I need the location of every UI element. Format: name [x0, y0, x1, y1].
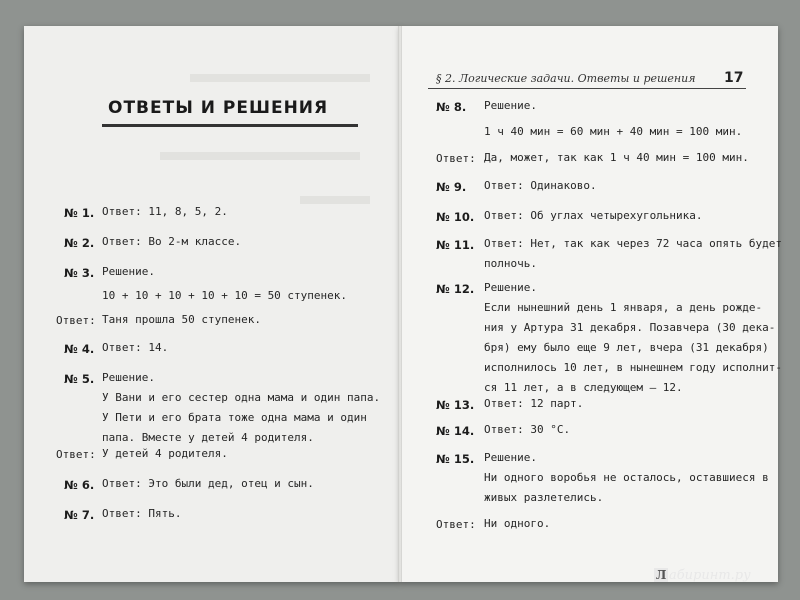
item-number: № 4.: [64, 342, 95, 356]
item-text: Ответ: Пять.: [102, 507, 182, 520]
item-text: бря) ему было еще 9 лет, вчера (31 декабря): [484, 341, 769, 354]
item-text: папа. Вместе у детей 4 родителя.: [102, 431, 314, 444]
item-text: Ответ: 30 °С.: [484, 423, 571, 436]
item-text: ния у Артура 31 декабря. Позавчера (30 дека-: [484, 321, 776, 334]
item-number: № 3.: [64, 266, 95, 280]
item-text: полночь.: [484, 257, 537, 270]
item-text: 10 + 10 + 10 + 10 + 10 = 50 ступенек.: [102, 289, 348, 302]
item-number: № 12.: [436, 282, 475, 296]
book-spine: [398, 26, 402, 582]
item-text: исполнилось 10 лет, в нынешнем году исполнит-: [484, 361, 783, 374]
item-text: Если нынешний день 1 января, а день рожде-: [484, 301, 763, 314]
item-number: № 2.: [64, 236, 95, 250]
header-rule: [428, 88, 746, 89]
item-text: Ответ: Это были дед, отец и сын.: [102, 477, 314, 490]
section-title: ОТВЕТЫ И РЕШЕНИЯ: [108, 98, 329, 118]
item-number: № 11.: [436, 238, 475, 252]
item-text: Ответ: 14.: [102, 341, 169, 354]
watermark-text: абиринт.ру: [669, 568, 751, 583]
item-text: Ответ: Нет, так как через 72 часа опять будет: [484, 237, 783, 250]
answer-text: Таня прошла 50 ступенек.: [102, 313, 261, 326]
item-text: Ответ: Об углах четырехугольника.: [484, 209, 703, 222]
item-text: Решение.: [102, 265, 155, 278]
answer-label: Ответ:: [56, 448, 96, 461]
answer-text: Да, может, так как 1 ч 40 мин = 100 мин.: [484, 151, 749, 164]
item-text: живых разлетелись.: [484, 491, 604, 504]
answer-text: Ни одного.: [484, 517, 551, 530]
item-text: Решение.: [484, 281, 537, 294]
watermark: [654, 568, 751, 583]
item-text: Ответ: Одинаково.: [484, 179, 597, 192]
item-text: ся 11 лет, а в следующем — 12.: [484, 381, 683, 394]
item-number: № 10.: [436, 210, 475, 224]
item-text: У Вани и его сестер одна мама и один папа.: [102, 391, 381, 404]
item-text: У Пети и его брата тоже одна мама и один: [102, 411, 367, 424]
bleed-through: [300, 196, 370, 204]
item-number: № 1.: [64, 206, 95, 220]
watermark-logo: Л: [655, 568, 667, 582]
item-text: Решение.: [484, 99, 537, 112]
running-header: § 2. Логические задачи. Ответы и решения: [436, 72, 696, 85]
bleed-through: [190, 74, 370, 82]
bleed-through: [160, 152, 360, 160]
item-text: Ответ: 11, 8, 5, 2.: [102, 205, 228, 218]
item-number: № 13.: [436, 398, 475, 412]
item-text: Ни одного воробья не осталось, оставшиеся в: [484, 471, 769, 484]
title-underline: [102, 124, 358, 127]
item-text: 1 ч 40 мин = 60 мин + 40 мин = 100 мин.: [484, 125, 743, 138]
item-number: № 15.: [436, 452, 475, 466]
item-number: № 7.: [64, 508, 95, 522]
item-number: № 8.: [436, 100, 467, 114]
page-number: 17: [724, 70, 744, 86]
item-number: № 9.: [436, 180, 467, 194]
item-number: № 14.: [436, 424, 475, 438]
item-text: Ответ: Во 2-м классе.: [102, 235, 242, 248]
item-text: Решение.: [484, 451, 537, 464]
item-text: Решение.: [102, 371, 155, 384]
item-number: № 6.: [64, 478, 95, 492]
item-number: № 5.: [64, 372, 95, 386]
answer-label: Ответ:: [436, 152, 476, 165]
item-text: Ответ: 12 парт.: [484, 397, 584, 410]
answer-label: Ответ:: [56, 314, 96, 327]
answer-label: Ответ:: [436, 518, 476, 531]
answer-text: У детей 4 родителя.: [102, 447, 228, 460]
